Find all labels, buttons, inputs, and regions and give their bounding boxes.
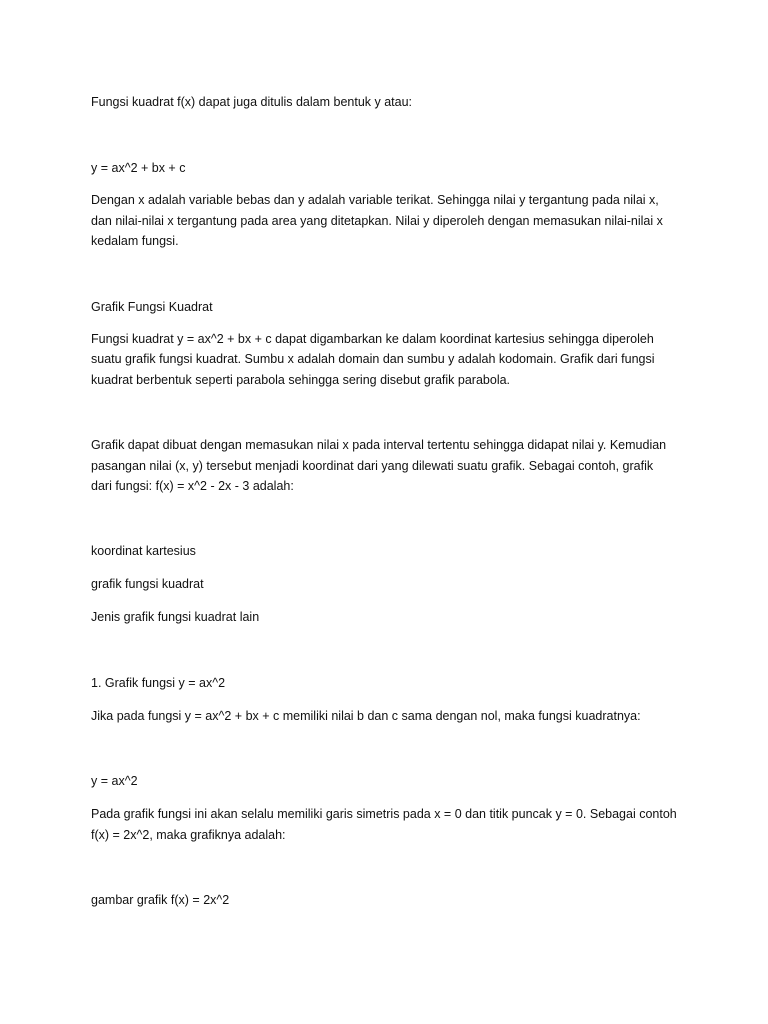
formula-general: y = ax^2 + bx + c: [91, 161, 186, 175]
grafik-paragraph-line-1: Fungsi kuadrat y = ax^2 + bx + c dapat digambarkan ke dalam koordinat kartesius sehingga diperoleh: [91, 332, 654, 346]
image-caption-koordinat: koordinat kartesius: [91, 544, 196, 558]
example-paragraph-line-2: pasangan nilai (x, y) tersebut menjadi koordinat dari yang dilewati suatu grafik. Sebagai contoh, grafik: [91, 459, 654, 473]
section-heading-grafik: Grafik Fungsi Kuadrat: [91, 300, 213, 314]
image-caption-2x2: gambar grafik f(x) = 2x^2: [91, 893, 230, 907]
formula-simple: y = ax^2: [91, 774, 138, 788]
definition-line-2: dan nilai-nilai x tergantung pada area yang ditetapkan. Nilai y diperoleh dengan memasukan nilai-nilai x: [91, 214, 663, 228]
image-caption-grafik: grafik fungsi kuadrat: [91, 577, 204, 591]
example-paragraph-line-3: dari fungsi: f(x) = x^2 - 2x - 3 adalah:: [91, 479, 294, 493]
grafik-paragraph-line-2: suatu grafik fungsi kuadrat. Sumbu x adalah domain dan sumbu y adalah kodomain. Grafik dari fungsi: [91, 352, 655, 366]
definition-line-3: kedalam fungsi.: [91, 234, 179, 248]
intro-paragraph: Fungsi kuadrat f(x) dapat juga ditulis dalam bentuk y atau:: [91, 95, 413, 109]
condition-paragraph: Jika pada fungsi y = ax^2 + bx + c memiliki nilai b dan c sama dengan nol, maka fungsi kuadratnya:: [91, 709, 641, 723]
list-item-1: 1. Grafik fungsi y = ax^2: [91, 676, 226, 690]
grafik-paragraph-line-3: kuadrat berbentuk seperti parabola sehingga sering disebut grafik parabola.: [91, 373, 511, 387]
example-paragraph-line-1: Grafik dapat dibuat dengan memasukan nilai x pada interval tertentu sehingga didapat nilai y. Kemudian: [91, 438, 667, 452]
definition-line-1: Dengan x adalah variable bebas dan y adalah variable terikat. Sehingga nilai y tergantung pada nilai x,: [91, 193, 659, 207]
symmetry-line-2: f(x) = 2x^2, maka grafiknya adalah:: [91, 828, 286, 842]
symmetry-line-1: Pada grafik fungsi ini akan selalu memiliki garis simetris pada x = 0 dan titik puncak y = 0. Sebagai contoh: [91, 807, 677, 821]
subheading-jenis: Jenis grafik fungsi kuadrat lain: [91, 610, 260, 624]
